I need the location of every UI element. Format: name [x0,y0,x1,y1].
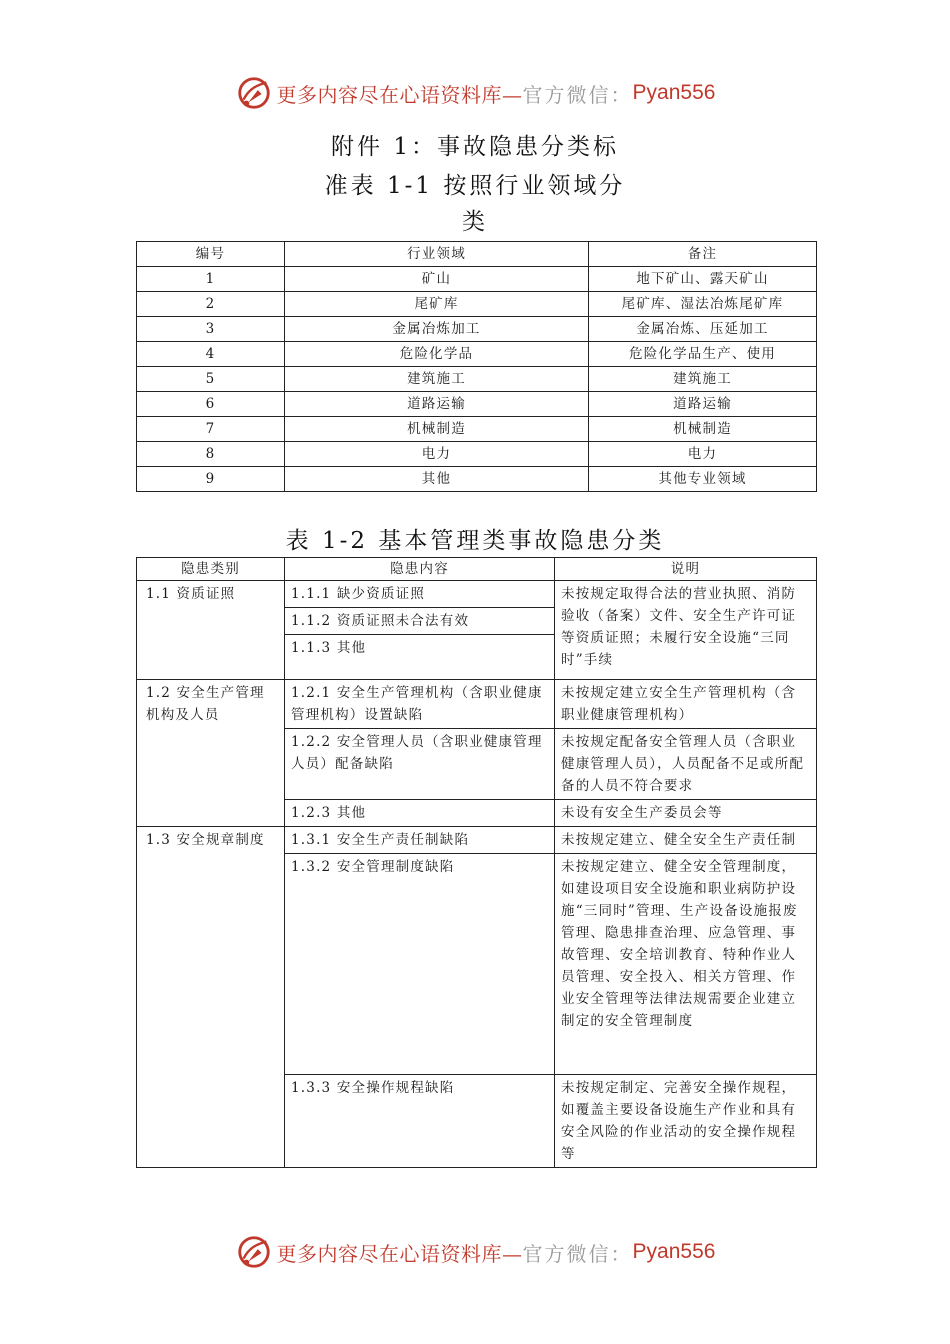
content-cell: 1.3.1 安全生产责任制缺陷 [285,827,555,854]
description-cell: 未按规定取得合法的营业执照、消防验收（备案）文件、安全生产许可证等资质证照；未履行安全设施“三同时”手续 [555,581,817,680]
row-remark: 危险化学品生产、使用 [589,342,817,367]
table-row [137,392,817,417]
content-cell: 1.1.3 其他 [285,635,555,680]
header-content: 隐患内容 [285,558,555,581]
page-title-line-2: 准表 1-1 按照行业领域分 [324,173,626,199]
content-cell: 1.2.1 安全生产管理机构（含职业健康管理机构）设置缺陷 [285,680,555,729]
header-industry: 行业领域 [285,242,589,267]
row-number: 6 [137,392,285,417]
row-remark: 地下矿山、露天矿山 [589,267,817,292]
description-cell: 未按规定配备安全管理人员（含职业健康管理人员），人员配备不足或所配备的人员不符合要求 [555,729,817,800]
row-industry: 道路运输 [285,392,589,417]
table2-title: 表 1-2 基本管理类事故隐患分类 [285,528,665,554]
category-cell: 1.1 资质证照 [137,581,285,680]
content-cell: 1.3.3 安全操作规程缺陷 [285,1075,555,1168]
description-cell: 未按规定制定、完善安全操作规程，如覆盖主要设备设施生产作业和具有安全风险的作业活动的安全操作规程等 [555,1075,817,1168]
table-row [137,367,817,392]
category-cell: 1.2 安全生产管理机构及人员 [137,680,285,827]
description-cell: 未按规定建立安全生产管理机构（含职业健康管理机构） [555,680,817,729]
header-remark: 备注 [589,242,817,267]
row-number: 5 [137,367,285,392]
content-cell: 1.1.2 资质证照未合法有效 [285,608,555,635]
table-row [137,267,817,292]
row-industry: 危险化学品 [285,342,589,367]
table-row [137,342,817,367]
brand-logo-icon [235,1233,273,1271]
row-number: 4 [137,342,285,367]
industry-classification-table [136,241,817,492]
watermark-wechat-id: Pyan556 [632,81,716,104]
content-cell: 1.2.2 安全管理人员（含职业健康管理人员）配备缺陷 [285,729,555,800]
watermark-wechat-id: Pyan556 [632,1240,716,1263]
watermark-banner-top [0,73,950,113]
page-title-line-3: 类 [462,209,488,235]
table-header-row [137,558,817,581]
table-row [137,827,817,854]
row-remark: 电力 [589,442,817,467]
description-cell: 未按规定建立、健全安全管理制度，如建设项目安全设施和职业病防护设施“三同时”管理、生产设备设施报废管理、隐患排查治理、应急管理、事故管理、安全培训教育、特种作业人员管理、安全投入、相关方管理、作业安全管理等法律法规需要企业建立制定的安全管理制度 [555,854,817,1075]
description-cell: 未按规定建立、健全安全生产责任制 [555,827,817,854]
management-hazard-table [136,557,817,1168]
row-number: 9 [137,467,285,492]
row-industry: 电力 [285,442,589,467]
watermark-text: 更多内容尽在心语资料库— [276,1241,523,1266]
watermark-banner-bottom [0,1232,950,1272]
row-industry: 机械制造 [285,417,589,442]
table-header-row [137,242,817,267]
description-cell: 未设有安全生产委员会等 [555,800,817,827]
row-number: 3 [137,317,285,342]
row-industry: 金属冶炼加工 [285,317,589,342]
watermark-wechat-label: 官方微信： [522,82,633,107]
row-industry: 矿山 [285,267,589,292]
row-number: 2 [137,292,285,317]
header-description: 说明 [555,558,817,581]
row-number: 8 [137,442,285,467]
row-remark: 尾矿库、湿法冶炼尾矿库 [589,292,817,317]
table-row [137,467,817,492]
table-row [137,680,817,729]
header-category: 隐患类别 [137,558,285,581]
row-remark: 建筑施工 [589,367,817,392]
watermark-text: 更多内容尽在心语资料库— [276,82,523,107]
row-remark: 机械制造 [589,417,817,442]
header-number: 编号 [137,242,285,267]
table-row [137,442,817,467]
content-cell: 1.2.3 其他 [285,800,555,827]
row-remark: 道路运输 [589,392,817,417]
row-industry: 建筑施工 [285,367,589,392]
row-number: 1 [137,267,285,292]
row-industry: 尾矿库 [285,292,589,317]
page-title-line-1: 附件 1：事故隐患分类标 [331,134,619,160]
table-row [137,292,817,317]
content-cell: 1.3.2 安全管理制度缺陷 [285,854,555,1075]
table-row [137,317,817,342]
row-remark: 其他专业领域 [589,467,817,492]
row-number: 7 [137,417,285,442]
row-industry: 其他 [285,467,589,492]
category-cell: 1.3 安全规章制度 [137,827,285,1168]
watermark-wechat-label: 官方微信： [522,1241,633,1266]
brand-logo-icon [235,74,273,112]
row-remark: 金属冶炼、压延加工 [589,317,817,342]
content-cell: 1.1.1 缺少资质证照 [285,581,555,608]
table-row [137,581,817,608]
table-row [137,417,817,442]
